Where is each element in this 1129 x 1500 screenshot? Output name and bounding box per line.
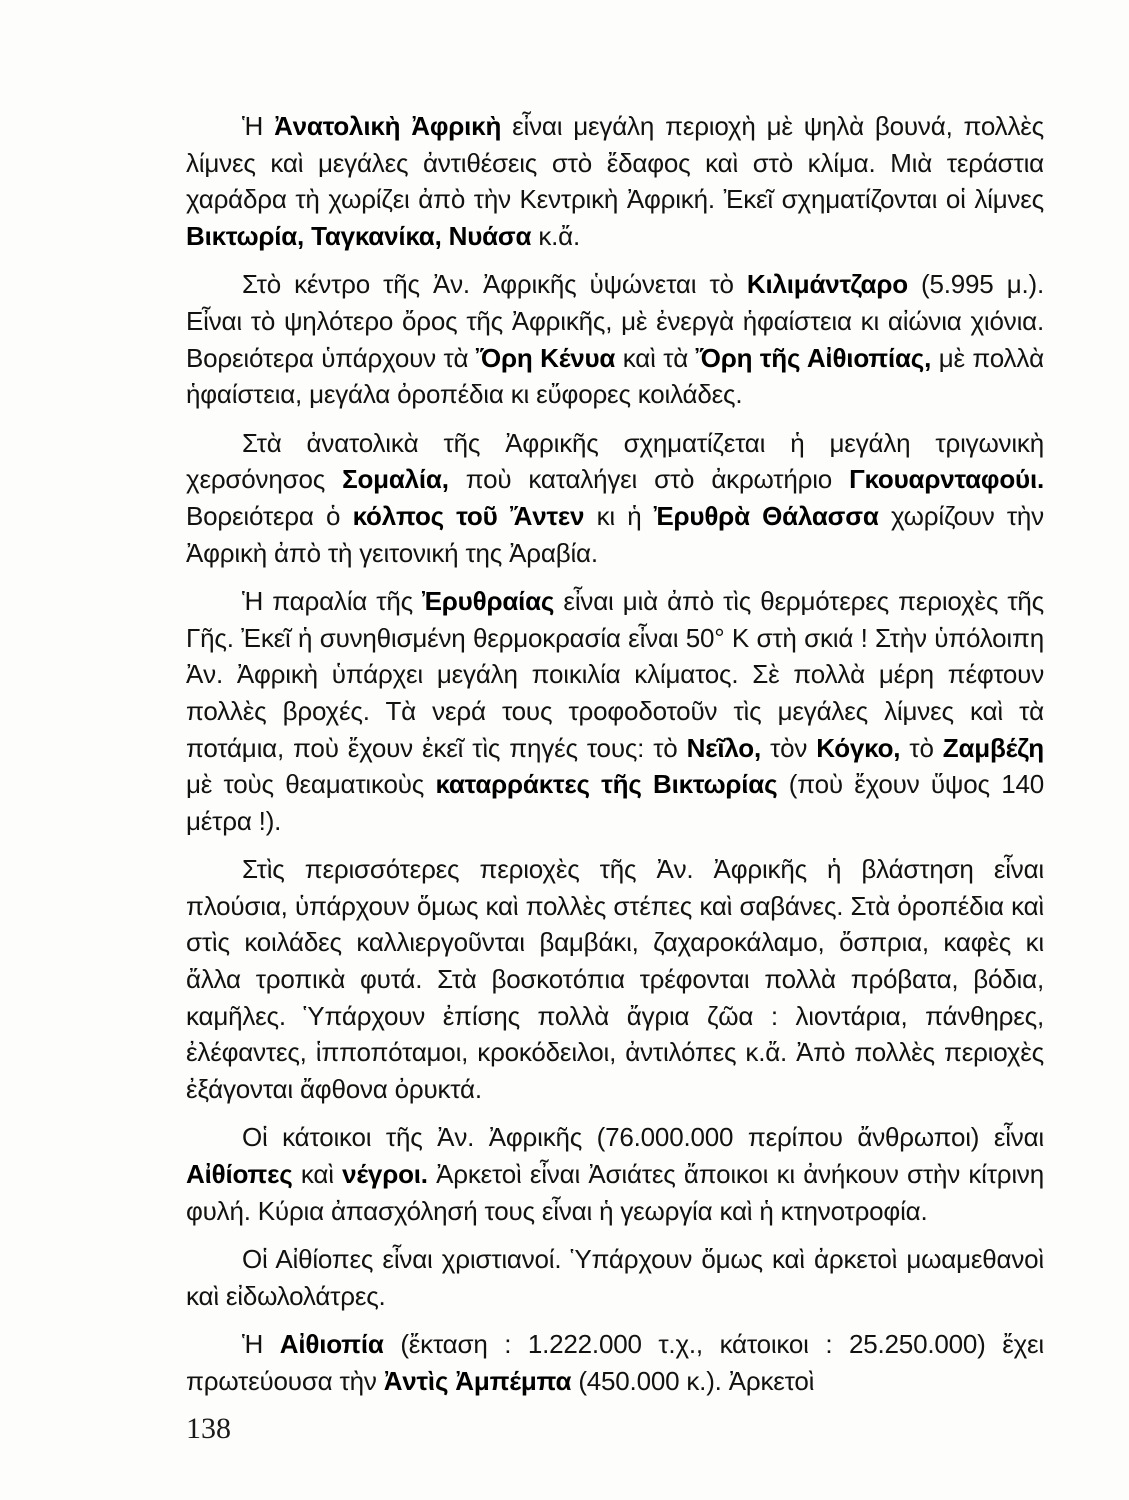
paragraph-inhabitants <box>186 1119 1044 1229</box>
text-run: τὸ <box>900 732 943 763</box>
bold-term: Γκουαρνταφούι. <box>849 464 1044 495</box>
text-run: Στὶς περισσότερες περιοχὲς τῆς Ἀν. Ἀφρικῆς ἡ βλάστηση εἶναι πλούσια, ὑπάρχουν ὅμως καὶ πολλὲς στέπες καὶ σαβάνες. Στὰ ὀροπέδια καὶ στὶς κοιλάδες καλλιεργοῦνται βαμβάκι, ζαχαροκάλαμο, ὄσπρια, καφὲς κι ἄλλα τροπικὰ φυτά. Στὰ βοσκοτόπια τρέφονται πολλὰ πρόβατα, βόδια, καμῆλες. Ὑπάρχουν ἐπίσης πολλὰ ἄγρια ζῶα : λιοντάρια, πάνθηρες, ἐλέφαντες, ἱπποπόταμοι, κροκόδειλοι, ἀντιλόπες κ.ἄ. Ἀπὸ πολλὲς περιοχὲς ἐξάγονται ἄφθονα ὀρυκτά. <box>186 854 1044 1104</box>
bold-term: Ὄρη Κένυα <box>475 342 616 373</box>
bold-term: Αἰθίοπες <box>186 1159 293 1190</box>
bold-term: Ζαμβέζη <box>942 732 1044 763</box>
bold-term: Νεῖλο, <box>686 732 762 763</box>
bold-term: Κιλιμάντζαρο <box>746 269 908 300</box>
bold-term: Ἐρυθρὰ Θάλασσα <box>653 500 879 531</box>
text-run: Οἱ Αἰθίοπες εἶναι χριστιανοί. Ὑπάρχουν ὅμως καὶ ἀρκετοὶ μωαμεθανοὶ καὶ εἰδωλολάτρες. <box>186 1244 1044 1311</box>
bold-term: Βικτωρία, Ταγκανίκα, Νυάσα <box>186 220 532 251</box>
paragraph-somalia <box>186 425 1044 571</box>
bold-term: κόλπος τοῦ Ἄντεν <box>352 500 585 531</box>
text-run: (450.000 κ.). Ἀρκετοὶ <box>571 1366 815 1396</box>
text-run: Στὰ ἀνατολικὰ τῆς Ἀφρικῆς σχηματίζεται ἡ μεγάλη τριγωνικὴ χερσόνησος <box>186 427 1044 495</box>
bold-term: καταρράκτες τῆς Βικτωρίας <box>435 769 778 800</box>
text-run: μὲ τοὺς θεαματικοὺς <box>186 769 436 800</box>
text-run: καὶ τὰ <box>615 342 696 373</box>
bold-term: νέγροι. <box>342 1159 428 1190</box>
paragraph-religion <box>186 1241 1044 1314</box>
bold-term: Ἀνατολικὴ Ἀφρικὴ <box>274 111 502 141</box>
body-text <box>186 108 1044 1412</box>
bold-term: Αἰθιοπία <box>279 1329 384 1360</box>
bold-term: Κόγκο, <box>816 732 901 763</box>
paragraph-kilimanjaro <box>186 266 1044 412</box>
text-run: τὸν <box>761 732 817 763</box>
text-run: Ἡ <box>242 111 275 141</box>
text-run: Στὸ κέντρο τῆς Ἀν. Ἀφρικῆς ὑψώνεται τὸ <box>242 269 747 300</box>
text-run: (ἔκταση : 1.222.000 τ.χ., κάτοικοι : 25.250.000) ἔχει πρωτεύουσα τὴν <box>186 1329 1045 1396</box>
text-run: Βορειότερα ὁ <box>186 500 353 531</box>
paragraph-east-africa-intro <box>186 108 1044 254</box>
text-run: καὶ <box>292 1159 343 1190</box>
text-run: χωρίζουν τὴν Ἀφρικὴ ἀπὸ τὴ γειτονική της Ἀραβία. <box>186 500 1044 568</box>
text-run: εἶναι μιὰ ἀπὸ τὶς θερμότερες περιοχὲς τῆς Γῆς. Ἐκεῖ ἡ συνηθισμένη θερμοκρασία εἶναι 50° Κ στὴ σκιά ! Στὴν ὑπόλοιπη Ἀν. Ἀφρικὴ ὑπάρχει μεγάλη ποικιλία κλίματος. Σὲ πολλὰ μέρη πέφτουν πολλὲς βροχές. Τὰ νερά τους τροφοδοτοῦν τὶς μεγάλες λίμνες καὶ τὰ ποτάμια, ποὺ ἔχουν ἐκεῖ τὶς πηγές τους: τὸ <box>186 586 1044 763</box>
text-run: κι ἡ <box>584 500 654 531</box>
page-number: 138 <box>186 1412 231 1445</box>
text-run: Ἀρκετοὶ εἶναι Ἀσιάτες ἄποικοι κι ἀνήκουν στὴν κίτρινη φυλή. Κύρια ἀπασχόλησή τους εἶναι ἡ γεωργία καὶ ἡ κτηνοτροφία. <box>186 1159 1044 1226</box>
text-run: κ.ἄ. <box>531 220 581 251</box>
paragraph-ethiopia <box>186 1326 1044 1399</box>
text-run: Ἡ παραλία τῆς <box>242 586 423 617</box>
text-run: μὲ πολλὰ ἡφαίστεια, μεγάλα ὀροπέδια κι εὔφορες κοιλάδες. <box>186 342 1044 410</box>
text-run: Οἱ κάτοικοι τῆς Ἀν. Ἀφρικῆς (76.000.000 περίπου ἄνθρωποι) εἶναι <box>242 1122 1044 1153</box>
paragraph-eritrea-climate <box>186 583 1044 839</box>
bold-term: Ἀντὶς Ἀμπέμπα <box>383 1366 572 1396</box>
bold-term: Σομαλία, <box>342 464 449 495</box>
bold-term: Ὄρη τῆς Αἰθιοπίας, <box>695 342 932 373</box>
text-run: εἶναι μεγάλη περιοχὴ μὲ ψηλὰ βουνά, πολλὲς λίμνες καὶ μεγάλες ἀντιθέσεις στὸ ἔδαφος καὶ στὸ κλίμα. Μιὰ τεράστια χαράδρα τὴ χωρίζει ἀπὸ τὴν Κεντρικὴ Ἀφρική. Ἐκεῖ σχηματίζονται οἱ λίμνες <box>186 111 1045 215</box>
text-run: (5.995 μ.). Εἶναι τὸ ψηλότερο ὄρος τῆς Ἀφρικῆς, μὲ ἐνεργὰ ἡφαίστεια κι αἰώνια χιόνια. Βορειότερα ὑπάρχουν τὰ <box>186 269 1044 373</box>
text-run: (ποὺ ἔχουν ὕψος 140 μέτρα !). <box>186 769 1044 836</box>
bold-term: Ἐρυθραίας <box>422 586 555 617</box>
paragraph-vegetation <box>186 851 1044 1107</box>
text-run: ποὺ καταλήγει στὸ ἀκρωτήριο <box>448 464 850 495</box>
text-run: Ἡ <box>242 1329 280 1360</box>
